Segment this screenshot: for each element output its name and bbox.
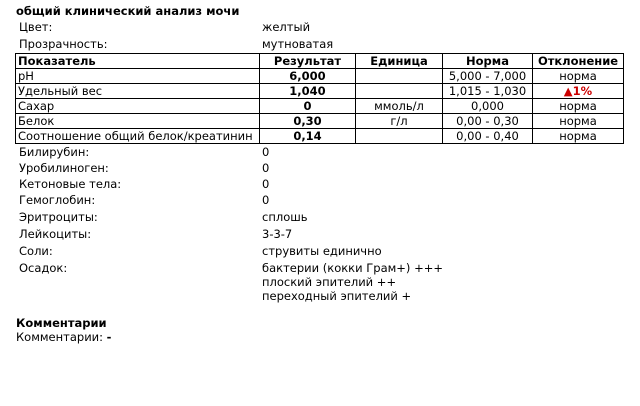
cell-unit: г/л: [356, 114, 443, 129]
cell-result: 1,040: [260, 84, 356, 99]
cell-norm: 0,00 - 0,40: [443, 129, 533, 144]
cell-name: Сахар: [16, 99, 260, 114]
header-deviation: Отклонение: [533, 54, 624, 69]
field-value: 0: [262, 161, 270, 175]
cell-name: Соотношение общий белок/креатинин: [16, 129, 260, 144]
cell-unit: [356, 129, 443, 144]
report-title: общий клинический анализ мочи: [16, 4, 240, 18]
table-row: [16, 84, 624, 99]
header-unit: Единица: [356, 54, 443, 69]
field-label: Гемоглобин:: [19, 193, 96, 207]
cell-norm: 5,000 - 7,000: [443, 69, 533, 84]
deviation-value: 1%: [572, 84, 593, 98]
cell-name: pH: [16, 69, 260, 84]
cell-norm: 0,00 - 0,30: [443, 114, 533, 129]
cell-deviation-alert: [533, 84, 624, 99]
field-value: сплошь: [262, 210, 308, 224]
field-label: Цвет:: [19, 20, 53, 34]
cell-unit: [356, 84, 443, 99]
field-value: 0: [262, 177, 270, 191]
cell-deviation: норма: [533, 129, 624, 144]
cell-norm: 0,000: [443, 99, 533, 114]
field-value: желтый: [262, 20, 311, 34]
cell-deviation: норма: [533, 69, 624, 84]
table-row: [16, 129, 624, 144]
cell-deviation: норма: [533, 114, 624, 129]
field-label: Прозрачность:: [19, 37, 108, 51]
cell-unit: [356, 69, 443, 84]
field-label: Лейкоциты:: [19, 227, 92, 241]
header-indicator: Показатель: [16, 54, 260, 69]
field-label: Соли:: [19, 244, 53, 258]
field-label: Осадок:: [19, 261, 68, 275]
cell-deviation: норма: [533, 99, 624, 114]
table-row: [16, 69, 624, 84]
cell-result: 0,14: [260, 129, 356, 144]
field-value: 0: [262, 193, 270, 207]
comments-label: Комментарии:: [16, 330, 104, 344]
table-row: [16, 99, 624, 114]
cell-norm: 1,015 - 1,030: [443, 84, 533, 99]
cell-name: Удельный вес: [16, 84, 260, 99]
field-label: Билирубин:: [19, 145, 90, 159]
cell-unit: ммоль/л: [356, 99, 443, 114]
comments-value: -: [106, 330, 112, 344]
sediment-line: бактерии (кокки Грам+) +++: [262, 261, 443, 275]
cell-result: 0: [260, 99, 356, 114]
table-row: [16, 114, 624, 129]
field-label: Кетоновые тела:: [19, 177, 122, 191]
field-label: Уробилиноген:: [19, 161, 109, 175]
cell-result: 6,000: [260, 69, 356, 84]
field-value: 0: [262, 145, 270, 159]
cell-name: Белок: [16, 114, 260, 129]
up-arrow-icon: ▲: [563, 84, 573, 98]
sediment-lines: [262, 261, 443, 303]
field-value: мутноватая: [262, 37, 334, 51]
comments-heading: Комментарии: [16, 316, 107, 330]
field-label: Эритроциты:: [19, 210, 98, 224]
sediment-line: переходный эпителий +: [262, 289, 412, 303]
header-result: Результат: [260, 54, 356, 69]
table-header-row: [16, 54, 624, 69]
sediment-line: плоский эпителий ++: [262, 275, 397, 289]
field-value: струвиты единично: [262, 244, 382, 258]
field-value: 3-3-7: [262, 227, 293, 241]
comments-line: [16, 330, 111, 344]
cell-result: 0,30: [260, 114, 356, 129]
header-norm: Норма: [443, 54, 533, 69]
results-table: [15, 53, 624, 144]
